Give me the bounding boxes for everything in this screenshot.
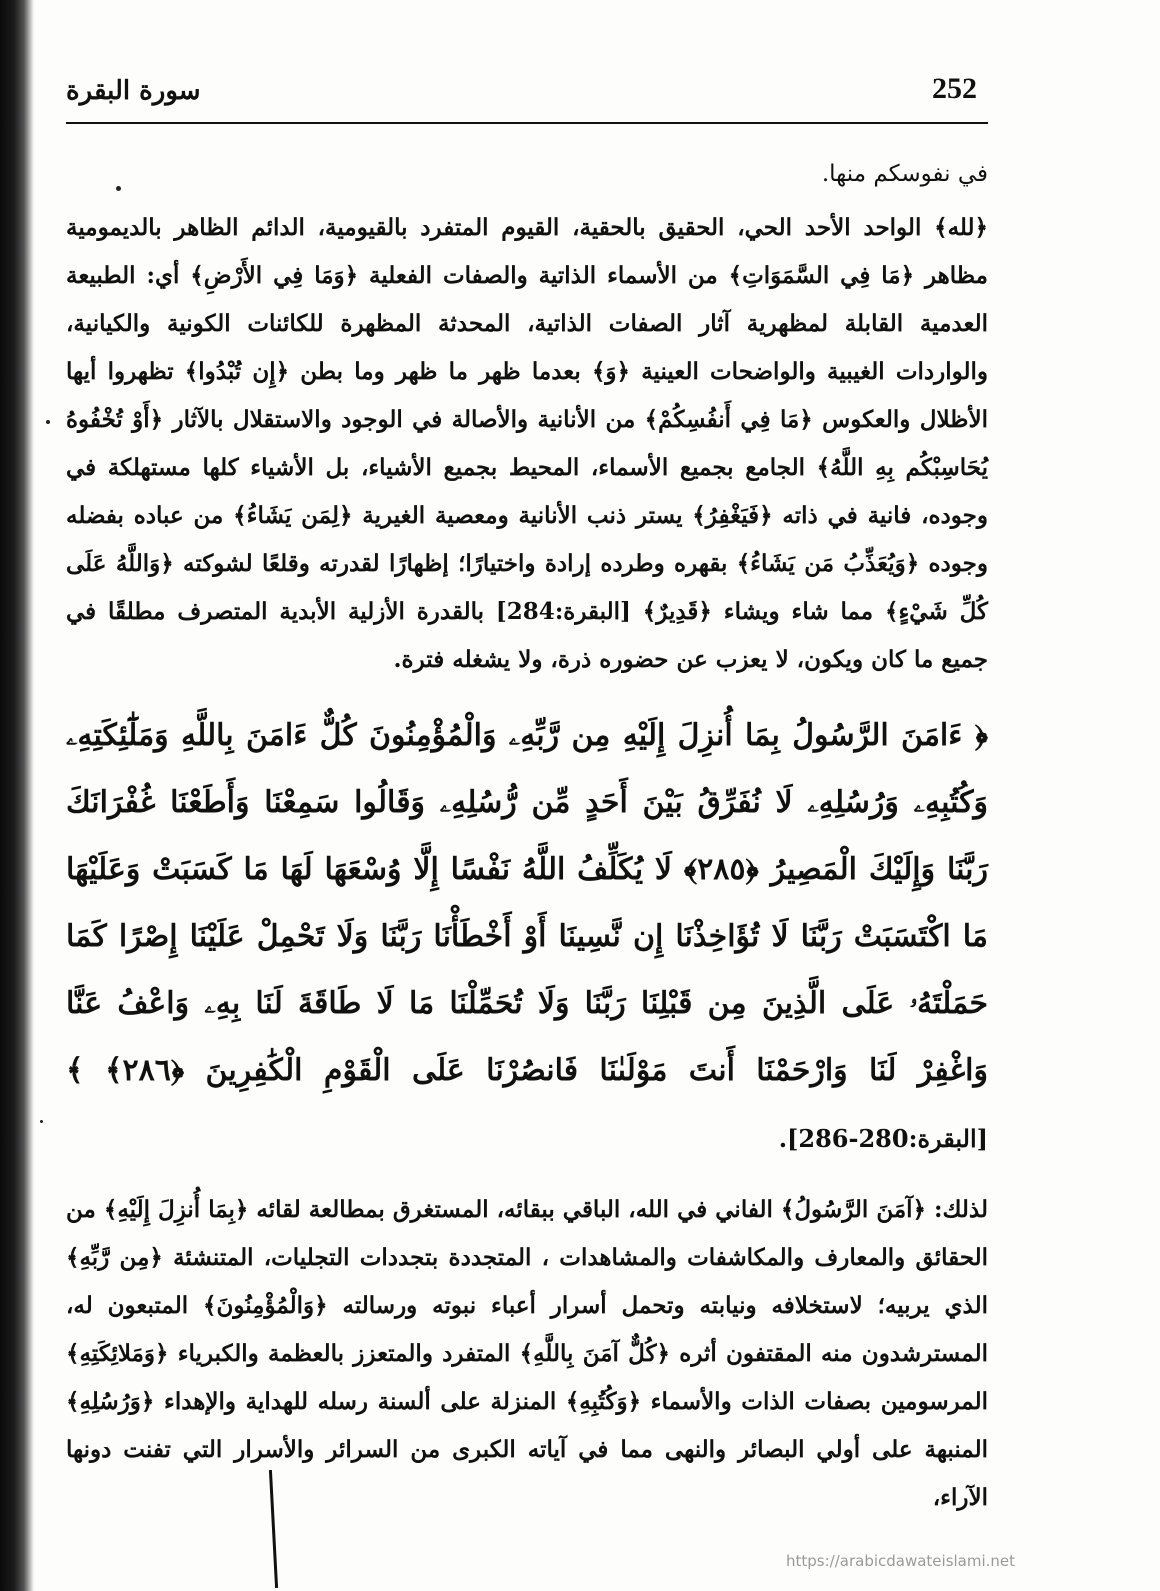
scan-speck <box>40 1120 43 1123</box>
commentary-paragraph-1: ﴿لله﴾ الواحد الأحد الحي، الحقيق بالحقية، القيوم المتفرد بالقيومية، الدائم الظاهر بالديمومية مظاهر ﴿مَا فِي السَّمَوَاتِ﴾ من الأسماء الذاتية والصفات الفعلية ﴿وَمَا فِي الأَرْضِ﴾ أي: الطبيعة العدمية القابلة لمظهرية آثار الصفات الذاتية، المحدثة المظهرة للكائنات الكونية والكيانية، والواردات الغيبية والواضحات العينية ﴿وَ﴾ بعدما ظهر ما ظهر وما بطن ﴿إِن تُبْدُوا﴾ تظهروا أيها الأظلال والعكوس ﴿مَا فِي أَنفُسِكُمْ﴾ من الأنانية والأصالة في الوجود والاستقلال بالآثار ﴿أَوْ تُخْفُوهُ يُحَاسِبْكُم بِهِ اللَّهُ﴾ الجامع بجميع الأسماء، المحيط بجميع الأشياء، بل الأشياء كلها مستهلكة في وجوده، فانية في ذاته ﴿فَيَغْفِرُ﴾ يستر ذنب الأنانية ومعصية الغيرية ﴿لِمَن يَشَاءُ﴾ من عباده بفضله وجوده ﴿وَيُعَذِّبُ مَن يَشَاءُ﴾ بقهره وطرده إرادة واختيارًا؛ إظهارًا لقدرته وقلعًا لشوكته ﴿وَاللَّهُ عَلَى كُلِّ شَيْءٍ﴾ مما شاء ويشاء ﴿قَدِيرٌ﴾ [البقرة:284] بالقدرة الأزلية الأبدية المتصرف مطلقًا في جميع ما كان ويكون، لا يعزب عن حضوره ذرة، ولا يشغله فترة. <box>66 214 989 673</box>
page-number: 252 <box>932 72 977 105</box>
page-header <box>66 72 988 124</box>
quran-reference: [البقرة:280-286]. <box>778 1124 988 1153</box>
site-watermark: https://arabicdawateislami.net <box>786 1552 1016 1570</box>
header-divider <box>66 122 988 124</box>
scan-shadow-edge <box>0 0 34 1591</box>
quran-verses: ﴿ ءَامَنَ الرَّسُولُ بِمَا أُنزِلَ إِلَيْهِ مِن رَّبِّهِۦ وَالْمُؤْمِنُونَ كُلٌّ ءَامَنَ بِاللَّهِ وَمَلَٰٓئِكَتِهِۦ وَكُتُبِهِۦ وَرُسُلِهِۦ لَا نُفَرِّقُ بَيْنَ أَحَدٍ مِّن رُّسُلِهِۦ وَقَالُوا سَمِعْنَا وَأَطَعْنَا غُفْرَانَكَ رَبَّنَا وَإِلَيْكَ الْمَصِيرُ ﴿٢٨٥﴾ لَا يُكَلِّفُ اللَّهُ نَفْسًا إِلَّا وُسْعَهَا لَهَا مَا كَسَبَتْ وَعَلَيْهَا مَا اكْتَسَبَتْ رَبَّنَا لَا تُؤَاخِذْنَا إِن نَّسِينَا أَوْ أَخْطَأْنَا رَبَّنَا وَلَا تَحْمِلْ عَلَيْنَا إِصْرًا كَمَا حَمَلْتَهُۥ عَلَى الَّذِينَ مِن قَبْلِنَا رَبَّنَا وَلَا تُحَمِّلْنَا مَا لَا طَاقَةَ لَنَا بِهِۦ وَاعْفُ عَنَّا وَاغْفِرْ لَنَا وَارْحَمْنَا أَنتَ مَوْلَىٰنَا فَانصُرْنَا عَلَى الْقَوْمِ الْكَٰفِرِينَ ﴿٢٨٦﴾ ﴾ <box>66 718 988 1088</box>
continuation-line: في نفوسكم منها. <box>821 161 988 187</box>
page-body <box>66 150 988 1530</box>
quran-verses-block <box>66 702 988 1172</box>
commentary-paragraph-2: لذلك: ﴿آمَنَ الرَّسُولُ﴾ الفاني في الله، الباقي ببقائه، المستغرق بمطالعة لقائه ﴿بِمَا أُنزِلَ إِلَيْهِ﴾ من الحقائق والمعارف والمكاشفات والمشاهدات ، المتجددة بتجددات التجليات، المتنشئة ﴿مِن رَّبِّهِ﴾ الذي يربيه؛ لاستخلافه ونيابته وتحمل أسرار أعباء نبوته ورسالته ﴿وَالْمُؤْمِنُونَ﴾ المتبعون له، المسترشدون منه المقتفون أثره ﴿كُلٌّ آمَنَ بِاللَّهِ﴾ المتفرد والمتعزز بالعظمة والكبرياء ﴿وَمَلائِكَتِهِ﴾ المرسومين بصفات الذات والأسماء ﴿وَكُتُبِهِ﴾ المنزلة على ألسنة رسله للهداية والإهداء ﴿وَرُسُلِهِ﴾ المنبهة على أولي البصائر والنهى مما في آياته الكبرى من السرائر والأسرار التي تفنت دونها الآراء، <box>66 1196 988 1511</box>
scan-speck <box>46 420 50 424</box>
surah-title: سورة البقرة <box>66 76 201 106</box>
